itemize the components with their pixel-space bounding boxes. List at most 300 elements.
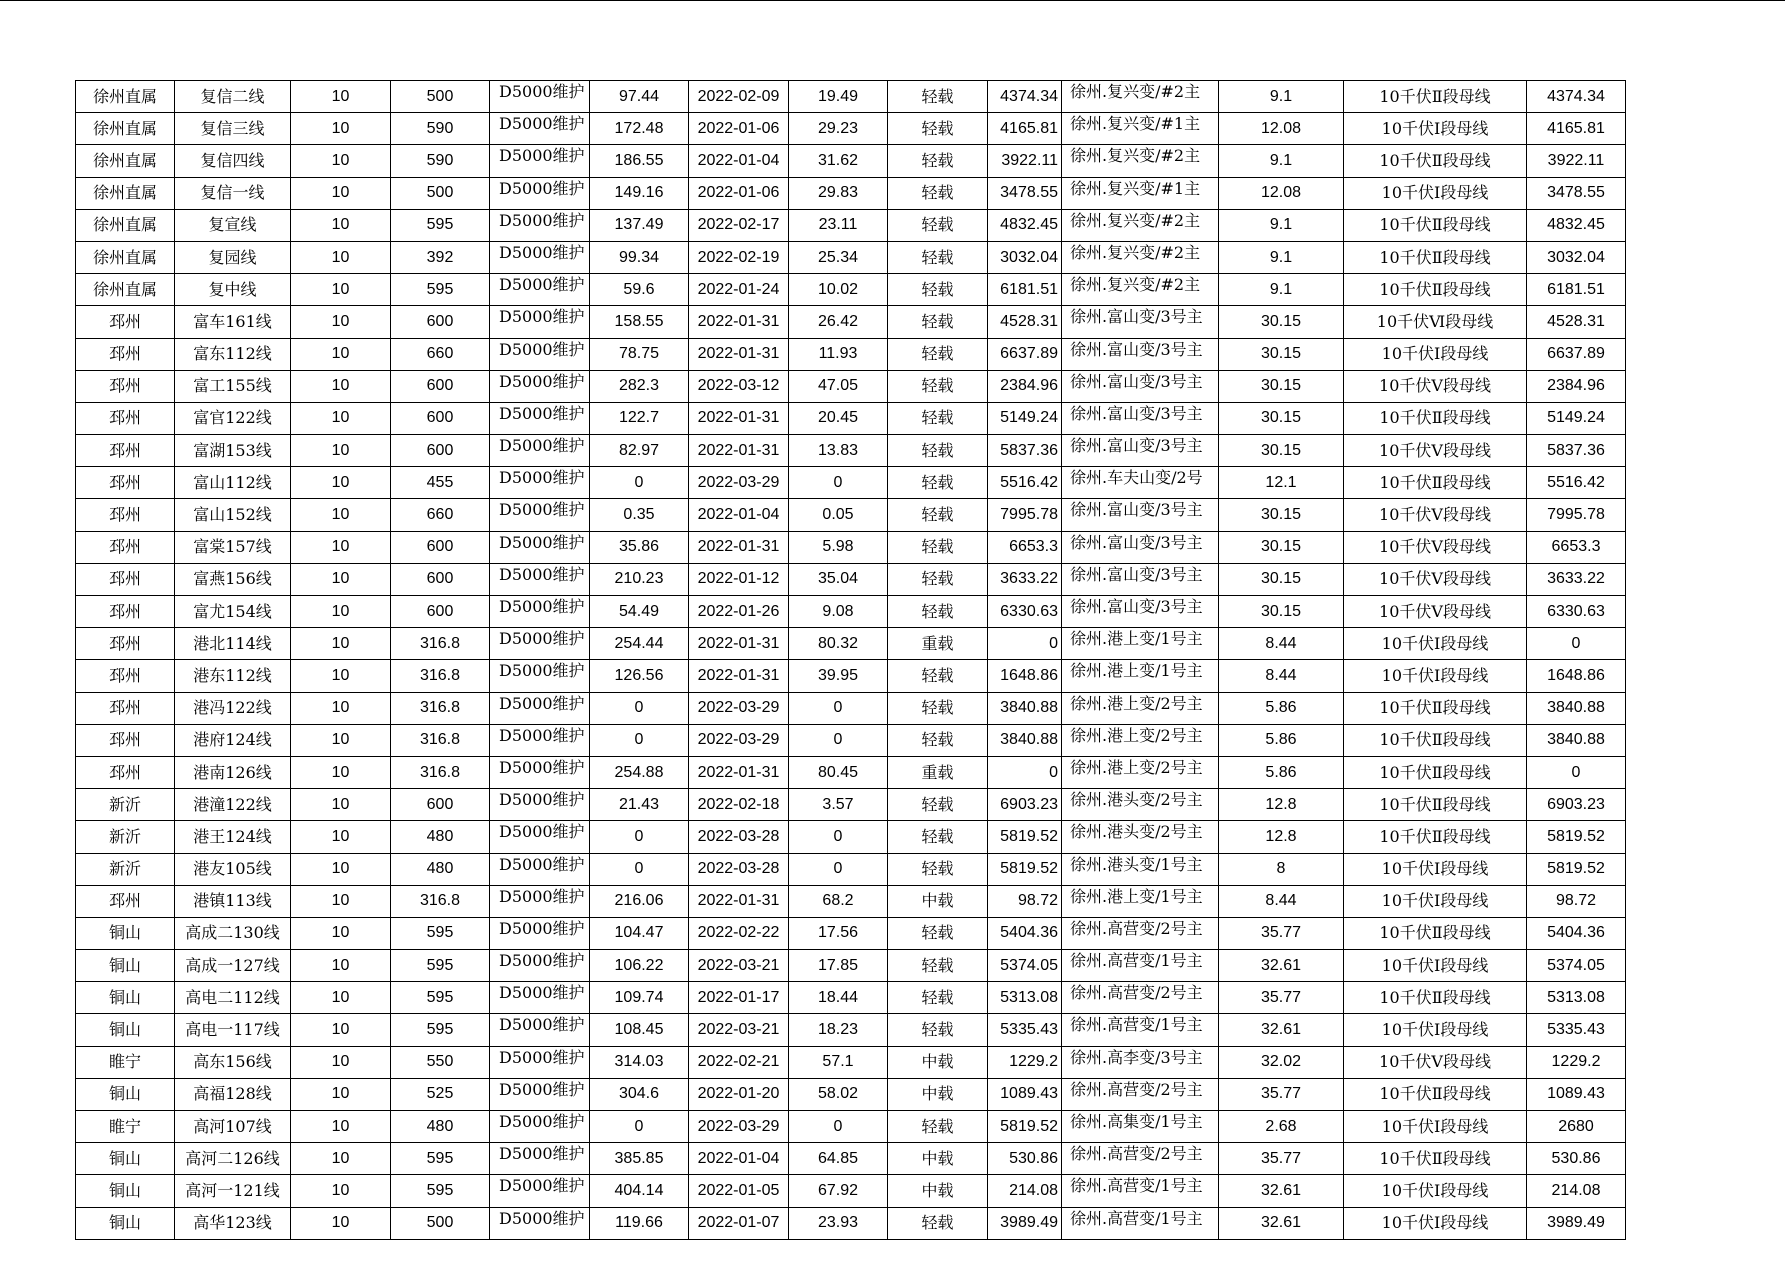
cell-load-rate: 47.05	[789, 370, 888, 402]
table-row	[76, 499, 1626, 531]
cell-bus-section: 10千伏Ⅱ段母线	[1344, 209, 1527, 241]
cell-transformer: 徐州.港头变/1号主	[1062, 853, 1219, 885]
cell-line-name: 复宣线	[175, 209, 291, 241]
cell-load-rate: 18.23	[789, 1014, 888, 1046]
cell-available-capacity: 5404.36	[988, 917, 1062, 949]
cell-voltage-level: 10	[291, 982, 391, 1014]
cell-district: 邳州	[76, 660, 175, 692]
cell-data-source: D5000维护	[490, 1207, 590, 1239]
cell-district: 铜山	[76, 1078, 175, 1110]
cell-data-source: D5000维护	[490, 306, 590, 338]
cell-available-capacity: 3840.88	[988, 692, 1062, 724]
cell-max-load-date: 2022-03-12	[689, 370, 789, 402]
cell-voltage-level: 10	[291, 306, 391, 338]
cell-data-source: D5000维护	[490, 241, 590, 273]
cell-transformer-load-rate: 35.77	[1219, 917, 1344, 949]
cell-bus-section: 10千伏Ⅰ段母线	[1344, 338, 1527, 370]
cell-max-load: 304.6	[590, 1078, 689, 1110]
table-row	[76, 113, 1626, 145]
cell-voltage-level: 10	[291, 370, 391, 402]
cell-transformer: 徐州.高营变/2号主	[1062, 1143, 1219, 1175]
cell-transformer-load-rate: 35.77	[1219, 1078, 1344, 1110]
cell-open-capacity: 3922.11	[1527, 145, 1626, 177]
cell-max-load-date: 2022-01-05	[689, 1175, 789, 1207]
cell-bus-section: 10千伏Ⅴ段母线	[1344, 499, 1527, 531]
table-row	[76, 81, 1626, 113]
cell-district: 铜山	[76, 1143, 175, 1175]
cell-load-rate: 29.23	[789, 113, 888, 145]
cell-rated-capacity: 590	[391, 145, 490, 177]
cell-rated-capacity: 316.8	[391, 756, 490, 788]
cell-data-source: D5000维护	[490, 917, 590, 949]
cell-district: 邳州	[76, 628, 175, 660]
cell-line-name: 港镇113线	[175, 885, 291, 917]
cell-max-load: 0	[590, 821, 689, 853]
cell-transformer-load-rate: 8.44	[1219, 628, 1344, 660]
cell-load-rate: 29.83	[789, 177, 888, 209]
cell-bus-section: 10千伏Ⅱ段母线	[1344, 402, 1527, 434]
cell-line-name: 高福128线	[175, 1078, 291, 1110]
cell-transformer: 徐州.复兴变/#2主	[1062, 81, 1219, 113]
cell-data-source: D5000维护	[490, 821, 590, 853]
cell-voltage-level: 10	[291, 885, 391, 917]
cell-transformer: 徐州.高营变/2号主	[1062, 1078, 1219, 1110]
cell-data-source: D5000维护	[490, 209, 590, 241]
cell-available-capacity: 6653.3	[988, 531, 1062, 563]
cell-bus-section: 10千伏Ⅱ段母线	[1344, 821, 1527, 853]
cell-rated-capacity: 595	[391, 1175, 490, 1207]
cell-max-load-date: 2022-01-17	[689, 982, 789, 1014]
cell-transformer-load-rate: 30.15	[1219, 499, 1344, 531]
cell-open-capacity: 5404.36	[1527, 917, 1626, 949]
table-row	[76, 628, 1626, 660]
cell-transformer-load-rate: 30.15	[1219, 306, 1344, 338]
cell-bus-section: 10千伏Ⅰ段母线	[1344, 660, 1527, 692]
cell-max-load-date: 2022-03-28	[689, 821, 789, 853]
cell-transformer: 徐州.富山变/3号主	[1062, 402, 1219, 434]
cell-transformer: 徐州.富山变/3号主	[1062, 306, 1219, 338]
cell-data-source: D5000维护	[490, 1014, 590, 1046]
cell-bus-section: 10千伏Ⅱ段母线	[1344, 692, 1527, 724]
cell-line-name: 港王124线	[175, 821, 291, 853]
cell-load-rate: 20.45	[789, 402, 888, 434]
cell-rated-capacity: 600	[391, 435, 490, 467]
cell-voltage-level: 10	[291, 821, 391, 853]
cell-data-source: D5000维护	[490, 628, 590, 660]
cell-open-capacity: 1648.86	[1527, 660, 1626, 692]
table-row	[76, 1046, 1626, 1078]
cell-transformer-load-rate: 5.86	[1219, 724, 1344, 756]
cell-transformer-load-rate: 9.1	[1219, 81, 1344, 113]
cell-max-load: 126.56	[590, 660, 689, 692]
cell-district: 邳州	[76, 756, 175, 788]
cell-load-status: 重载	[888, 756, 988, 788]
cell-max-load-date: 2022-02-21	[689, 1046, 789, 1078]
cell-bus-section: 10千伏Ⅰ段母线	[1344, 853, 1527, 885]
cell-load-status: 轻载	[888, 209, 988, 241]
cell-rated-capacity: 660	[391, 338, 490, 370]
cell-available-capacity: 4374.34	[988, 81, 1062, 113]
cell-max-load: 78.75	[590, 338, 689, 370]
cell-voltage-level: 10	[291, 241, 391, 273]
cell-line-name: 高电一117线	[175, 1014, 291, 1046]
cell-rated-capacity: 316.8	[391, 885, 490, 917]
cell-open-capacity: 4528.31	[1527, 306, 1626, 338]
cell-bus-section: 10千伏Ⅰ段母线	[1344, 628, 1527, 660]
cell-voltage-level: 10	[291, 531, 391, 563]
table-row	[76, 1143, 1626, 1175]
cell-max-load: 108.45	[590, 1014, 689, 1046]
cell-max-load: 0	[590, 467, 689, 499]
cell-data-source: D5000维护	[490, 1111, 590, 1143]
cell-max-load-date: 2022-01-31	[689, 628, 789, 660]
table-row	[76, 145, 1626, 177]
cell-bus-section: 10千伏Ⅵ段母线	[1344, 306, 1527, 338]
cell-max-load: 254.88	[590, 756, 689, 788]
cell-load-status: 轻载	[888, 241, 988, 273]
cell-transformer-load-rate: 9.1	[1219, 241, 1344, 273]
cell-open-capacity: 3633.22	[1527, 563, 1626, 595]
cell-open-capacity: 1229.2	[1527, 1046, 1626, 1078]
cell-max-load: 149.16	[590, 177, 689, 209]
cell-transformer: 徐州.高李变/3号主	[1062, 1046, 1219, 1078]
cell-bus-section: 10千伏Ⅴ段母线	[1344, 563, 1527, 595]
cell-district: 邳州	[76, 596, 175, 628]
cell-max-load: 137.49	[590, 209, 689, 241]
cell-district: 徐州直属	[76, 177, 175, 209]
cell-district: 徐州直属	[76, 113, 175, 145]
cell-rated-capacity: 600	[391, 563, 490, 595]
cell-load-rate: 9.08	[789, 596, 888, 628]
cell-max-load-date: 2022-03-21	[689, 1014, 789, 1046]
cell-transformer-load-rate: 12.8	[1219, 821, 1344, 853]
cell-district: 邳州	[76, 692, 175, 724]
cell-data-source: D5000维护	[490, 531, 590, 563]
cell-load-rate: 25.34	[789, 241, 888, 273]
cell-voltage-level: 10	[291, 563, 391, 595]
cell-bus-section: 10千伏Ⅱ段母线	[1344, 81, 1527, 113]
cell-voltage-level: 10	[291, 113, 391, 145]
table-row	[76, 789, 1626, 821]
cell-transformer: 徐州.高营变/1号主	[1062, 1175, 1219, 1207]
cell-load-status: 轻载	[888, 370, 988, 402]
cell-load-status: 轻载	[888, 402, 988, 434]
cell-data-source: D5000维护	[490, 660, 590, 692]
cell-transformer-load-rate: 35.77	[1219, 1143, 1344, 1175]
cell-open-capacity: 6653.3	[1527, 531, 1626, 563]
cell-district: 新沂	[76, 821, 175, 853]
cell-max-load: 35.86	[590, 531, 689, 563]
cell-district: 新沂	[76, 853, 175, 885]
cell-district: 徐州直属	[76, 274, 175, 306]
cell-load-status: 轻载	[888, 338, 988, 370]
cell-max-load-date: 2022-01-31	[689, 885, 789, 917]
cell-load-status: 轻载	[888, 1207, 988, 1239]
cell-max-load: 216.06	[590, 885, 689, 917]
cell-load-status: 中载	[888, 1175, 988, 1207]
cell-line-name: 高电二112线	[175, 982, 291, 1014]
cell-available-capacity: 1648.86	[988, 660, 1062, 692]
cell-rated-capacity: 316.8	[391, 724, 490, 756]
cell-line-name: 港东112线	[175, 660, 291, 692]
cell-data-source: D5000维护	[490, 885, 590, 917]
cell-line-name: 港潼122线	[175, 789, 291, 821]
cell-transformer: 徐州.富山变/3号主	[1062, 596, 1219, 628]
cell-transformer-load-rate: 12.08	[1219, 113, 1344, 145]
table-row	[76, 402, 1626, 434]
cell-open-capacity: 5335.43	[1527, 1014, 1626, 1046]
cell-voltage-level: 10	[291, 402, 391, 434]
cell-load-status: 轻载	[888, 467, 988, 499]
cell-available-capacity: 3989.49	[988, 1207, 1062, 1239]
cell-line-name: 富棠157线	[175, 531, 291, 563]
cell-available-capacity: 0	[988, 756, 1062, 788]
cell-line-name: 富山152线	[175, 499, 291, 531]
table-row	[76, 435, 1626, 467]
cell-transformer-load-rate: 2.68	[1219, 1111, 1344, 1143]
cell-load-status: 轻载	[888, 177, 988, 209]
cell-rated-capacity: 600	[391, 402, 490, 434]
cell-max-load: 404.14	[590, 1175, 689, 1207]
cell-data-source: D5000维护	[490, 370, 590, 402]
cell-available-capacity: 5516.42	[988, 467, 1062, 499]
cell-line-name: 富湖153线	[175, 435, 291, 467]
cell-open-capacity: 6637.89	[1527, 338, 1626, 370]
table-row	[76, 274, 1626, 306]
cell-transformer-load-rate: 12.8	[1219, 789, 1344, 821]
cell-transformer: 徐州.高营变/2号主	[1062, 982, 1219, 1014]
cell-max-load: 385.85	[590, 1143, 689, 1175]
table-row	[76, 467, 1626, 499]
cell-transformer-load-rate: 12.08	[1219, 177, 1344, 209]
cell-voltage-level: 10	[291, 853, 391, 885]
cell-data-source: D5000维护	[490, 81, 590, 113]
table-row	[76, 1207, 1626, 1239]
cell-max-load-date: 2022-03-29	[689, 724, 789, 756]
cell-load-status: 轻载	[888, 1111, 988, 1143]
cell-available-capacity: 5819.52	[988, 853, 1062, 885]
cell-open-capacity: 3989.49	[1527, 1207, 1626, 1239]
cell-open-capacity: 3478.55	[1527, 177, 1626, 209]
table-row	[76, 950, 1626, 982]
cell-district: 邳州	[76, 531, 175, 563]
cell-load-rate: 57.1	[789, 1046, 888, 1078]
cell-max-load-date: 2022-01-04	[689, 145, 789, 177]
cell-max-load-date: 2022-01-31	[689, 435, 789, 467]
cell-district: 邳州	[76, 435, 175, 467]
cell-voltage-level: 10	[291, 1143, 391, 1175]
cell-voltage-level: 10	[291, 1207, 391, 1239]
cell-open-capacity: 530.86	[1527, 1143, 1626, 1175]
cell-transformer-load-rate: 30.15	[1219, 338, 1344, 370]
cell-load-rate: 0	[789, 692, 888, 724]
cell-rated-capacity: 600	[391, 306, 490, 338]
page-top-rule	[0, 0, 1785, 1]
cell-voltage-level: 10	[291, 1046, 391, 1078]
cell-max-load-date: 2022-01-31	[689, 306, 789, 338]
cell-data-source: D5000维护	[490, 1046, 590, 1078]
cell-data-source: D5000维护	[490, 1143, 590, 1175]
cell-transformer-load-rate: 5.86	[1219, 756, 1344, 788]
cell-district: 铜山	[76, 1175, 175, 1207]
cell-transformer: 徐州.高营变/2号主	[1062, 917, 1219, 949]
cell-max-load: 99.34	[590, 241, 689, 273]
cell-max-load: 158.55	[590, 306, 689, 338]
cell-rated-capacity: 480	[391, 1111, 490, 1143]
cell-rated-capacity: 600	[391, 531, 490, 563]
cell-available-capacity: 5819.52	[988, 821, 1062, 853]
cell-available-capacity: 6637.89	[988, 338, 1062, 370]
cell-line-name: 高东156线	[175, 1046, 291, 1078]
cell-data-source: D5000维护	[490, 177, 590, 209]
cell-load-rate: 39.95	[789, 660, 888, 692]
cell-bus-section: 10千伏Ⅰ段母线	[1344, 950, 1527, 982]
table-row	[76, 692, 1626, 724]
cell-open-capacity: 6181.51	[1527, 274, 1626, 306]
cell-voltage-level: 10	[291, 1014, 391, 1046]
cell-max-load: 122.7	[590, 402, 689, 434]
cell-transformer-load-rate: 12.1	[1219, 467, 1344, 499]
cell-max-load-date: 2022-01-07	[689, 1207, 789, 1239]
cell-max-load: 0	[590, 724, 689, 756]
cell-bus-section: 10千伏Ⅱ段母线	[1344, 756, 1527, 788]
cell-available-capacity: 4165.81	[988, 113, 1062, 145]
cell-load-rate: 11.93	[789, 338, 888, 370]
cell-voltage-level: 10	[291, 177, 391, 209]
cell-voltage-level: 10	[291, 1111, 391, 1143]
cell-available-capacity: 5313.08	[988, 982, 1062, 1014]
cell-available-capacity: 5819.52	[988, 1111, 1062, 1143]
cell-load-rate: 18.44	[789, 982, 888, 1014]
cell-max-load-date: 2022-02-18	[689, 789, 789, 821]
cell-open-capacity: 5149.24	[1527, 402, 1626, 434]
cell-line-name: 复信二线	[175, 81, 291, 113]
cell-load-status: 轻载	[888, 306, 988, 338]
cell-line-name: 富东112线	[175, 338, 291, 370]
cell-load-rate: 80.32	[789, 628, 888, 660]
cell-transformer: 徐州.高营变/1号主	[1062, 950, 1219, 982]
cell-open-capacity: 4165.81	[1527, 113, 1626, 145]
cell-open-capacity: 5819.52	[1527, 821, 1626, 853]
cell-load-status: 轻载	[888, 917, 988, 949]
cell-open-capacity: 5819.52	[1527, 853, 1626, 885]
cell-line-name: 高河107线	[175, 1111, 291, 1143]
cell-open-capacity: 7995.78	[1527, 499, 1626, 531]
cell-available-capacity: 1089.43	[988, 1078, 1062, 1110]
cell-data-source: D5000维护	[490, 1078, 590, 1110]
cell-load-status: 轻载	[888, 531, 988, 563]
cell-load-status: 轻载	[888, 692, 988, 724]
cell-available-capacity: 98.72	[988, 885, 1062, 917]
cell-load-rate: 17.56	[789, 917, 888, 949]
cell-voltage-level: 10	[291, 435, 391, 467]
cell-district: 铜山	[76, 982, 175, 1014]
cell-max-load: 106.22	[590, 950, 689, 982]
cell-max-load: 172.48	[590, 113, 689, 145]
cell-transformer-load-rate: 5.86	[1219, 692, 1344, 724]
cell-bus-section: 10千伏Ⅱ段母线	[1344, 467, 1527, 499]
cell-transformer-load-rate: 30.15	[1219, 563, 1344, 595]
cell-load-status: 中载	[888, 1143, 988, 1175]
cell-data-source: D5000维护	[490, 596, 590, 628]
cell-district: 铜山	[76, 917, 175, 949]
cell-load-rate: 80.45	[789, 756, 888, 788]
cell-rated-capacity: 316.8	[391, 628, 490, 660]
table-body	[76, 81, 1626, 1240]
cell-open-capacity: 1089.43	[1527, 1078, 1626, 1110]
cell-max-load: 254.44	[590, 628, 689, 660]
cell-bus-section: 10千伏Ⅱ段母线	[1344, 145, 1527, 177]
cell-bus-section: 10千伏Ⅰ段母线	[1344, 1111, 1527, 1143]
cell-open-capacity: 2384.96	[1527, 370, 1626, 402]
cell-bus-section: 10千伏Ⅱ段母线	[1344, 917, 1527, 949]
cell-rated-capacity: 595	[391, 982, 490, 1014]
cell-available-capacity: 4528.31	[988, 306, 1062, 338]
cell-max-load: 21.43	[590, 789, 689, 821]
table-row	[76, 724, 1626, 756]
cell-district: 邳州	[76, 306, 175, 338]
cell-rated-capacity: 595	[391, 209, 490, 241]
table-row	[76, 177, 1626, 209]
cell-max-load-date: 2022-02-09	[689, 81, 789, 113]
cell-line-name: 高成二130线	[175, 917, 291, 949]
cell-line-name: 复园线	[175, 241, 291, 273]
cell-transformer-load-rate: 32.02	[1219, 1046, 1344, 1078]
cell-max-load-date: 2022-01-12	[689, 563, 789, 595]
cell-max-load-date: 2022-01-06	[689, 177, 789, 209]
cell-transformer: 徐州.复兴变/#2主	[1062, 145, 1219, 177]
cell-load-status: 轻载	[888, 660, 988, 692]
cell-max-load: 210.23	[590, 563, 689, 595]
cell-max-load-date: 2022-03-29	[689, 467, 789, 499]
cell-transformer-load-rate: 8	[1219, 853, 1344, 885]
cell-line-name: 港北114线	[175, 628, 291, 660]
cell-load-status: 重载	[888, 628, 988, 660]
cell-rated-capacity: 590	[391, 113, 490, 145]
cell-voltage-level: 10	[291, 1175, 391, 1207]
cell-transformer: 徐州.富山变/3号主	[1062, 531, 1219, 563]
table-row	[76, 756, 1626, 788]
cell-transformer: 徐州.复兴变/#1主	[1062, 177, 1219, 209]
cell-transformer: 徐州.复兴变/#1主	[1062, 113, 1219, 145]
cell-transformer: 徐州.复兴变/#2主	[1062, 209, 1219, 241]
cell-district: 徐州直属	[76, 241, 175, 273]
cell-open-capacity: 4374.34	[1527, 81, 1626, 113]
cell-load-status: 轻载	[888, 81, 988, 113]
cell-district: 邳州	[76, 563, 175, 595]
cell-open-capacity: 3840.88	[1527, 692, 1626, 724]
table-row	[76, 885, 1626, 917]
cell-rated-capacity: 550	[391, 1046, 490, 1078]
cell-bus-section: 10千伏Ⅰ段母线	[1344, 1207, 1527, 1239]
cell-transformer: 徐州.车夫山变/2号	[1062, 467, 1219, 499]
cell-load-rate: 0.05	[789, 499, 888, 531]
cell-available-capacity: 5335.43	[988, 1014, 1062, 1046]
cell-voltage-level: 10	[291, 692, 391, 724]
cell-rated-capacity: 500	[391, 81, 490, 113]
cell-rated-capacity: 600	[391, 789, 490, 821]
cell-district: 邳州	[76, 338, 175, 370]
cell-load-rate: 0	[789, 853, 888, 885]
cell-transformer: 徐州.高集变/1号主	[1062, 1111, 1219, 1143]
cell-load-rate: 0	[789, 821, 888, 853]
cell-open-capacity: 5374.05	[1527, 950, 1626, 982]
cell-open-capacity: 3032.04	[1527, 241, 1626, 273]
cell-max-load: 97.44	[590, 81, 689, 113]
cell-line-name: 富燕156线	[175, 563, 291, 595]
cell-rated-capacity: 500	[391, 1207, 490, 1239]
cell-max-load: 82.97	[590, 435, 689, 467]
